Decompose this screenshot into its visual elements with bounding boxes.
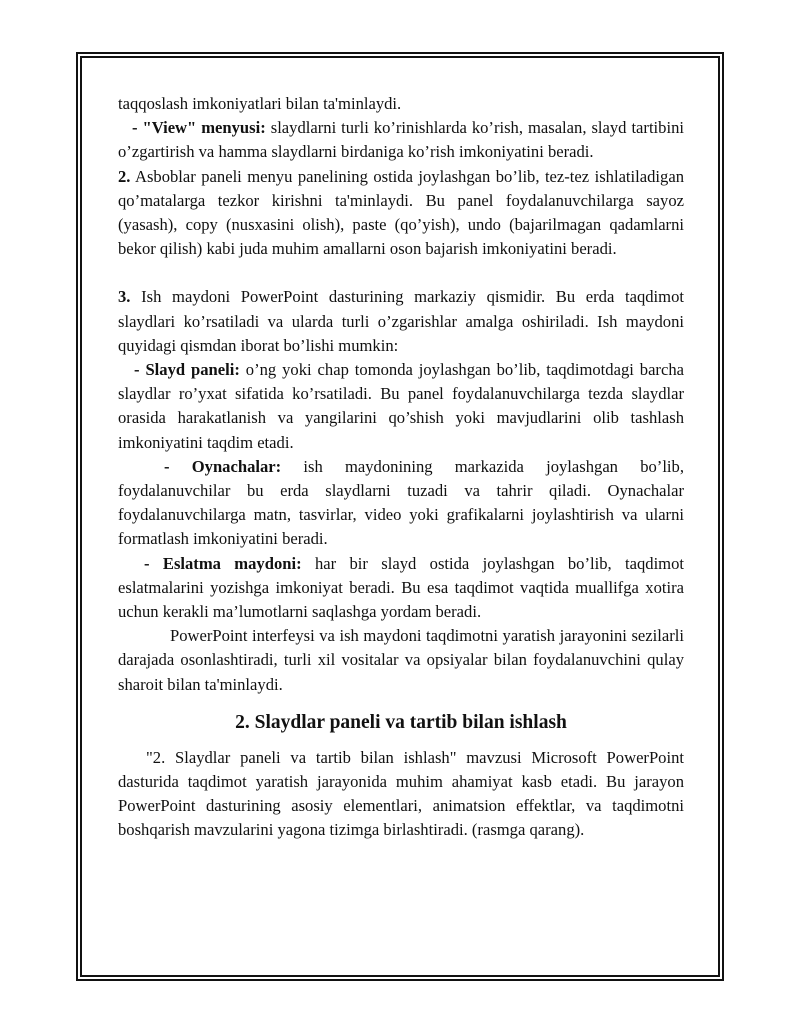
paragraph-notes: - Eslatma maydoni: har bir slayd ostida joylashgan bo’lib, taqdimot eslatmalarini yozishga imkoniyat beradi. Bu esa taqdimot vaqtida muallifga xotira uchun kerakli ma’lumotlarni saqlashga yordam beradi. [118,553,684,622]
term-notes: - Eslatma maydoni: [144,553,302,573]
term-view-menu: - "View" menyusi: [132,118,266,138]
section-number-3: 3. [118,287,131,307]
paragraph-summary: PowerPoint interfeysi va ish maydoni taqdimotni yaratish jarayonini sezilarli darajada osonlashtiradi, turli xil vositalar va opsiyalar bilan foydalanuvchini qulay sharoit bilan ta'minlaydi. [118,626,684,694]
paragraph-toolbar: 2. Asboblar paneli menyu panelining ostida joylashgan bo’lib, tez-tez ishlatiladigan qo’matalarga tezkor kirishni ta'minlaydi. Bu panel foydalanuvchilarga sayoz (yasash), copy (nusxasini olish), paste (qo’yish), undo (bajarilmagan qadamlarni bekor qilish) kabi juda muhim amallarni oson bajarish imkoniyatini beradi. [118,166,684,259]
paragraph-workspace: 3. Ish maydoni PowerPoint dasturining markaziy qismidir. Bu erda taqdimot slaydlari ko’rsatiladi va ularda turli o’zgarishlar amalga oshiriladi. Ish maydoni quyidagi qismdan iborat bo’lishi mumkin: [118,287,684,355]
paragraph-continuation: taqqoslash imkoniyatlari bilan ta'minlaydi. [118,94,402,113]
term-windows: - Oynachalar: [164,456,282,476]
paragraph-intro: "2. Slaydlar paneli va tartib bilan ishlash" mavzusi Microsoft PowerPoint dasturida taqdimot yaratish jarayonida muhim ahamiyat kasb etadi. Bu jarayon PowerPoint dasturining asosiy elementlari, animatsion effektlar, va taqdimotni boshqarish mavzularini yagona tizimga birlashtiradi. (rasmga qarang). [118,747,684,840]
paragraph-view-menu: - "View" menyusi: slaydlarni turli ko’rinishlarda ko’rish, masalan, slayd tartibini o’zgartirish va hamma slaydlarni birdaniga ko’rish imkoniyatini beradi. [118,118,684,162]
section-number-2: 2. [118,166,131,186]
section-heading: 2. Slaydlar paneli va tartib bilan ishlash [235,711,567,733]
paragraph-gap [118,261,684,285]
paragraph-windows: - Oynachalar: ish maydonining markazida joylashgan bo’lib, foydalanuvchilar bu erda slaydlarni tuzadi va tahrir qiladi. Oynachalar foydalanuvchilarga matn, tasvirlar, video yoki grafikalarni joylashtirish va ularni formatlash imkoniyatini beradi. [118,456,684,549]
document-body [118,92,684,843]
term-slide-panel: - Slayd paneli: [134,360,240,380]
paragraph-slide-panel: - Slayd paneli: o’ng yoki chap tomonda joylashgan bo’lib, taqdimotdagi barcha slaydlar ro’yxat sifatida ko’rsatiladi. Bu panel foydalanuvchilarga tezda slaydlar orasida harakatlanish va yangilarini qo’shish yoki mavjudlarini olib tashlash imkoniyatini taqdim etadi. [118,360,684,452]
